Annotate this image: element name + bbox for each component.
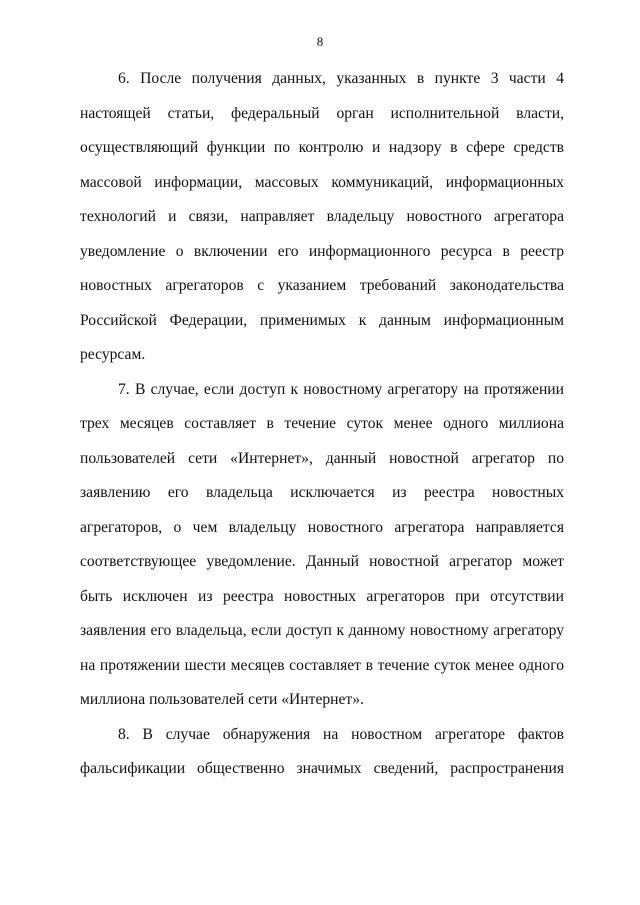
paragraph-6: 6. После получения данных, указанных в пункте 3 части 4 настоящей статьи, федеральный орган исполнительной власти, осуществляющий функции по контролю и надзору в сфере средств массовой информации, массовых коммуникаций, информационных технологий и связи, направляет владельцу новостного агрегатора уведомление о включении его информационного ресурса в реестр новостных агрегаторов с указанием требований законодательства Российской Федерации, применимых к данным информационным ресурсам.: [80, 70, 564, 363]
paragraph-8: 8. В случае обнаружения на новостном агрегаторе фактов фальсификации общественно значимых сведений, распространения: [80, 725, 564, 777]
document-body: [80, 62, 564, 787]
paragraph-7: 7. В случае, если доступ к новостному агрегатору на протяжении трех месяцев составляет в течение суток менее одного миллиона пользователей сети «Интернет», данный новостной агрегатор по заявлению его владельца исключается из реестра новостных агрегаторов, о чем владельцу новостного агрегатора направляется соответствующее уведомление. Данный новостной агрегатор может быть исключен из реестра новостных агрегаторов при отсутствии заявления его владельца, если доступ к данному новостному агрегатору на протяжении шести месяцев составляет в течение суток менее одного миллиона пользователей сети «Интернет».: [80, 380, 564, 708]
page-number: 8: [316, 34, 324, 49]
